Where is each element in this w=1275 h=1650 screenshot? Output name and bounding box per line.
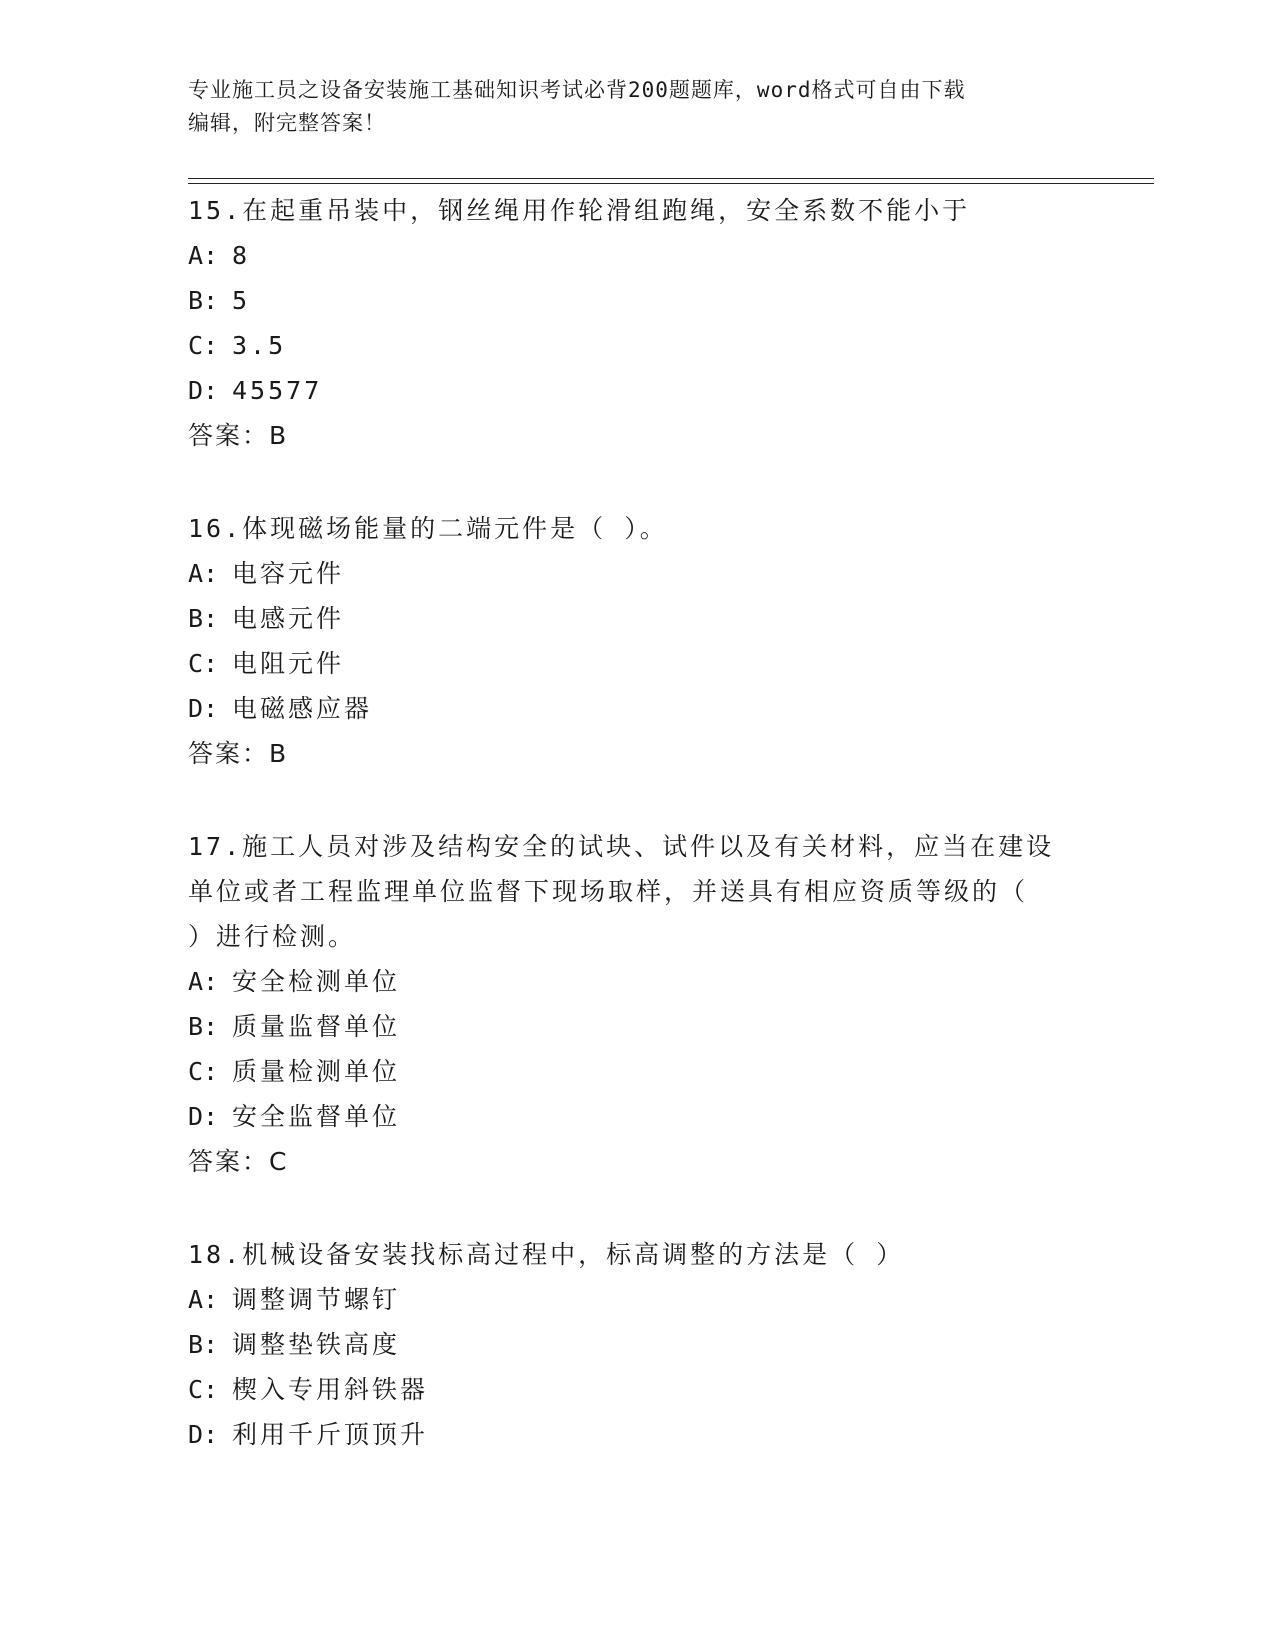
question-15 [188, 188, 1088, 458]
header-line-2: 编辑，附完整答案！ [188, 111, 386, 135]
option-label: D: [188, 376, 219, 405]
option-b [188, 278, 1088, 323]
option-c [188, 1367, 1088, 1412]
header-divider-bottom [188, 183, 1154, 184]
option-b [188, 1322, 1088, 1367]
question-stem: 15.在起重吊装中，钢丝绳用作轮滑组跑绳，安全系数不能小于 [188, 196, 971, 225]
option-text: 质量监督单位 [232, 1012, 401, 1041]
option-label: D: [188, 1420, 219, 1449]
option-text: 5 [232, 286, 251, 315]
question-stem-line-1: 17.施工人员对涉及结构安全的试块、试件以及有关材料，应当在建设 [188, 832, 1055, 861]
option-label: A: [188, 559, 219, 588]
option-label: B: [188, 286, 219, 315]
option-label: A: [188, 241, 219, 270]
option-text: 调整垫铁高度 [232, 1330, 401, 1359]
option-text: 电容元件 [232, 559, 345, 588]
option-c [188, 1049, 1088, 1094]
option-text: 45577 [232, 376, 323, 405]
option-label: C: [188, 1057, 219, 1086]
option-c [188, 641, 1088, 686]
question-16 [188, 506, 1088, 776]
option-label: D: [188, 694, 219, 723]
question-18 [188, 1232, 1088, 1457]
option-d [188, 686, 1088, 731]
option-text: 调整调节螺钉 [232, 1285, 401, 1314]
option-label: A: [188, 1285, 219, 1314]
option-text: 安全监督单位 [232, 1102, 401, 1131]
option-text: 电阻元件 [232, 649, 345, 678]
option-label: D: [188, 1102, 219, 1131]
answer: 答案：B [188, 421, 289, 450]
option-text: 8 [232, 241, 251, 270]
option-text: 利用千斤顶顶升 [232, 1420, 429, 1449]
question-stem: 18.机械设备安装找标高过程中，标高调整的方法是（ ） [188, 1240, 905, 1269]
option-a [188, 233, 1088, 278]
option-text: 3.5 [232, 331, 287, 360]
question-stem-line-3: ）进行检测。 [188, 922, 357, 951]
option-label: A: [188, 967, 219, 996]
answer: 答案：C [188, 1147, 289, 1176]
question-stem-line-2: 单位或者工程监理单位监督下现场取样，并送具有相应资质等级的（ [188, 877, 1029, 906]
answer: 答案：B [188, 739, 289, 768]
header-divider-top [188, 178, 1154, 179]
question-stem: 16.体现磁场能量的二端元件是（ ）。 [188, 514, 668, 543]
option-label: B: [188, 604, 219, 633]
option-label: B: [188, 1012, 219, 1041]
option-d [188, 1094, 1088, 1139]
option-label: B: [188, 1330, 219, 1359]
question-17 [188, 824, 1088, 1184]
option-label: C: [188, 331, 219, 360]
option-a [188, 959, 1088, 1004]
header-line-1: 专业施工员之设备安装施工基础知识考试必背200题题库，word格式可自由下载 [188, 78, 966, 102]
option-text: 楔入专用斜铁器 [232, 1375, 429, 1404]
option-d [188, 1412, 1088, 1457]
option-text: 电磁感应器 [232, 694, 373, 723]
option-label: C: [188, 649, 219, 678]
option-text: 电感元件 [232, 604, 345, 633]
option-text: 质量检测单位 [232, 1057, 401, 1086]
option-b [188, 1004, 1088, 1049]
option-b [188, 596, 1088, 641]
option-c [188, 323, 1088, 368]
option-a [188, 551, 1088, 596]
option-d [188, 368, 1088, 413]
option-label: C: [188, 1375, 219, 1404]
option-text: 安全检测单位 [232, 967, 401, 996]
option-a [188, 1277, 1088, 1322]
document-header [188, 74, 1088, 140]
